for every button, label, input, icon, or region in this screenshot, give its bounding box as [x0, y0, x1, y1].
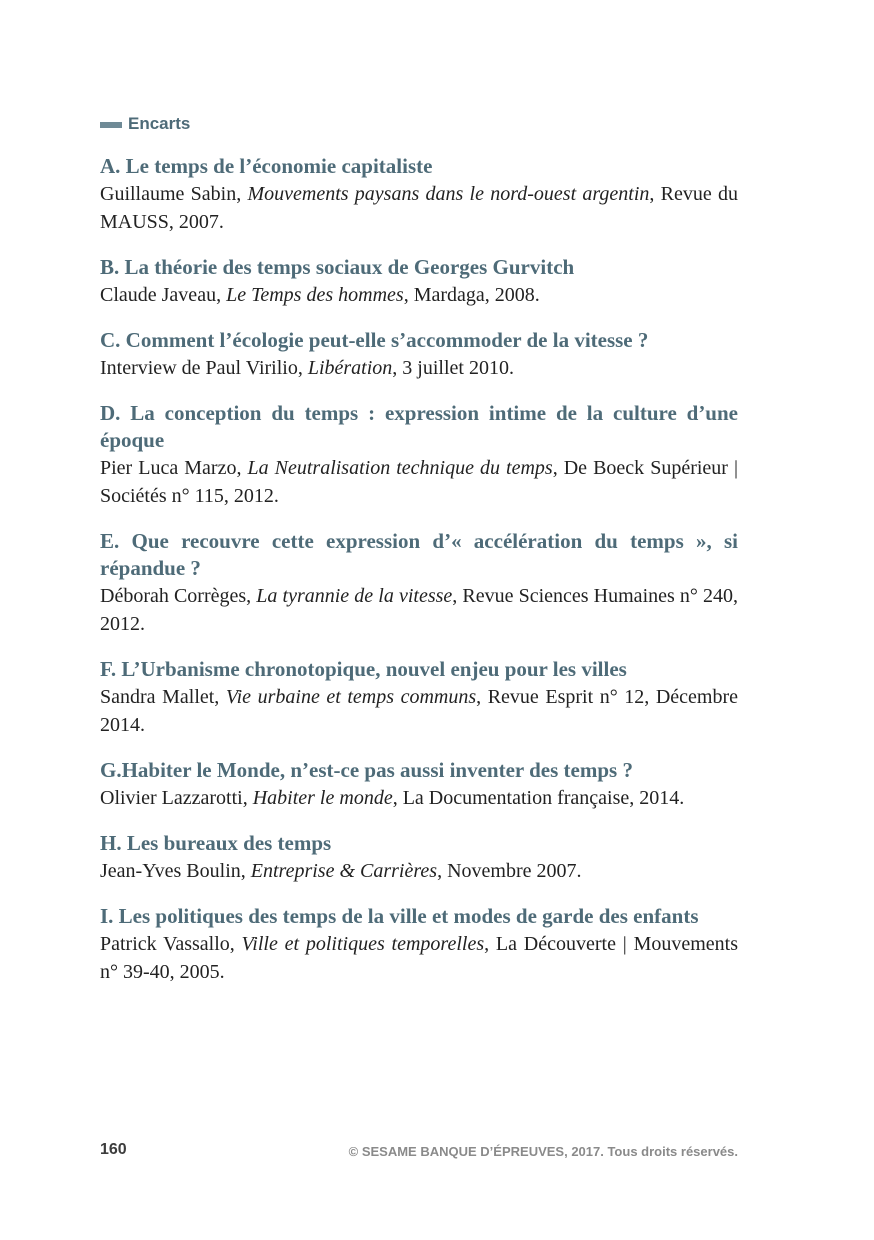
entries-list	[100, 153, 738, 1004]
entry-d	[100, 400, 738, 510]
entry-author: Pier Luca Marzo,	[100, 457, 248, 479]
section-label: Encarts	[128, 114, 191, 133]
entry-reference	[100, 930, 738, 986]
entry-b	[100, 254, 738, 309]
entry-reference	[100, 683, 738, 739]
entry-h	[100, 830, 738, 885]
entry-title: H. Les bureaux des temps	[100, 831, 332, 855]
entry-publication: , La Documentation française, 2014.	[392, 787, 685, 809]
entry-publication: , Novembre 2007.	[437, 860, 582, 882]
entry-title: F. L’Urbanisme chronotopique, nouvel enjeu pour les villes	[100, 657, 627, 681]
page-number: 160	[100, 1141, 127, 1158]
entry-g	[100, 757, 738, 812]
entry-work: Habiter le monde	[252, 787, 393, 809]
entry-reference	[100, 857, 738, 885]
entry-reference	[100, 354, 738, 382]
entry-work: Libération	[307, 357, 393, 379]
document-page	[100, 0, 738, 1240]
section-header	[100, 114, 190, 134]
entry-work: Vie urbaine et temps communs	[225, 686, 477, 708]
entry-e	[100, 528, 738, 638]
entry-c	[100, 327, 738, 382]
entry-author: Déborah Corrèges,	[100, 585, 257, 607]
entry-work: Mouvements paysans dans le nord-ouest argentin	[247, 183, 650, 205]
entry-title: E. Que recouvre cette expression d’« accélération du temps », si répandue ?	[100, 529, 738, 580]
entry-publication: , Revue du MAUSS, 2007.	[100, 183, 739, 233]
entry-i	[100, 903, 738, 986]
entry-work: Entreprise & Carrières	[250, 860, 438, 882]
entry-author: Olivier Lazzarotti,	[100, 787, 253, 809]
copyright-notice: © SESAME BANQUE D’ÉPREUVES, 2017. Tous droits réservés.	[348, 1144, 738, 1159]
entry-work: La Neutralisation technique du temps	[247, 457, 553, 479]
entry-f	[100, 656, 738, 739]
entry-work: Le Temps des hommes	[226, 284, 404, 306]
entry-publication: , Mardaga, 2008.	[403, 284, 540, 306]
entry-reference	[100, 784, 738, 812]
entry-title: D. La conception du temps : expression intime de la culture d’une époque	[100, 401, 738, 452]
entry-title: A. Le temps de l’économie capitaliste	[100, 154, 433, 178]
section-bar-marker	[100, 122, 122, 128]
page-footer	[100, 1141, 738, 1159]
entry-title: I. Les politiques des temps de la ville et modes de garde des enfants	[100, 904, 699, 928]
entry-author: Jean-Yves Boulin,	[100, 860, 251, 882]
entry-author: Sandra Mallet,	[100, 686, 226, 708]
entry-reference	[100, 281, 738, 309]
entry-publication: , Revue Esprit n° 12, Décembre 2014.	[100, 686, 738, 736]
entry-publication: , Revue Sciences Humaines n° 240, 2012.	[100, 585, 739, 635]
entry-publication: , De Boeck Supérieur | Sociétés n° 115, 2012.	[100, 457, 738, 507]
entry-work: Ville et politiques temporelles	[241, 933, 485, 955]
entry-title: G.Habiter le Monde, n’est-ce pas aussi inventer des temps ?	[100, 758, 633, 782]
entry-reference	[100, 582, 738, 638]
entry-author: Claude Javeau,	[100, 284, 227, 306]
entry-reference	[100, 180, 738, 236]
entry-author: Guillaume Sabin,	[100, 183, 248, 205]
entry-title: B. La théorie des temps sociaux de Georges Gurvitch	[100, 255, 575, 279]
entry-reference	[100, 454, 738, 510]
entry-publication: , 3 juillet 2010.	[392, 357, 514, 379]
entry-author: Interview de Paul Virilio,	[100, 357, 308, 379]
entry-publication: , La Découverte | Mouvements n° 39-40, 2005.	[100, 933, 738, 983]
entry-author: Patrick Vassallo,	[100, 933, 242, 955]
entry-title: C. Comment l’écologie peut-elle s’accommoder de la vitesse ?	[100, 328, 649, 352]
entry-a	[100, 153, 738, 236]
entry-work: La tyrannie de la vitesse	[256, 585, 453, 607]
